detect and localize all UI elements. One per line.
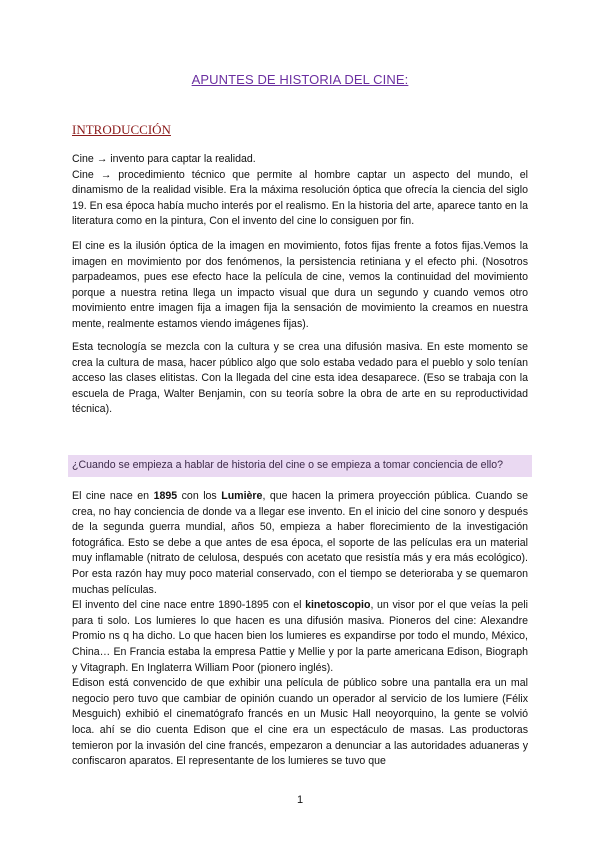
section-heading-introduccion: INTRODUCCIÓN <box>72 122 171 137</box>
lumiere-name: Lumière <box>221 490 263 502</box>
kinetoscopio-term: kinetoscopio <box>305 599 371 612</box>
history-paragraph-1: El cine nace en 1895 con los Lumière, que hacen la primera proyección pública. Cuando se crea, no hay conciencia de donde va a llegar ese invento. En el inicio del cine sonoro y después de la segunda guerra mundial, años 50, empieza a haber florecimiento de la investigación fotográfica. Esto se debe a que antes de esa época, el soporte de las películas era un material muy inflamable (nitrato de celulosa, después con acetato que resistía más y era más ecológico). Por esta razón hay muy poco material conservado, con el tiempo se deterioraba y se quemaron muchas películas. <box>72 490 528 596</box>
history-paragraph-3: Edison está convencido de que exhibir una película de público sobre una pantalla era un mal negocio pero tuvo que cambiar de opinión cuando un operador al servicio de los lumiere (Félix Mesguich) exhibió el cinematógrafo francés en un Music Hall neoyorquino, la gente se volvió loca. ahí se dio cuenta Edison que el cine era un espectáculo de masas. Las productoras temieron por la invasión del cine francés, empezaron a denunciar a las autoridades aduaneras y confiscaron aparatos. El representante de los lumieres se tuvo que <box>72 677 528 768</box>
definition-line-2: Cine → procedimiento técnico que permite al hombre captar un aspecto del mundo, el dinamismo de la realidad visible. Era la máxima resolución óptica que ofrecía la ciencia del siglo 19. En esa época había mucho interés por el realismo. En la historia del arte, aparece tanto en la literatura como en la pintura, Con el invento del cine lo consiguen por fin. <box>72 168 528 228</box>
page-number: 1 <box>296 794 304 806</box>
year-1895: 1895 <box>153 490 178 502</box>
document-title: APUNTES DE HISTORIA DEL CINE: <box>191 72 409 87</box>
paragraph-mass-culture: Esta tecnología se mezcla con la cultura y se crea una difusión masiva. En este momento se crea la cultura de masa, hacer público algo que solo estaba vedado para el pueblo y solo tenían acceso las clases elitistas. Con la llegada del cine esta idea desaparece. (Eso se trabaja con la escuela de Praga, Walter Benjamin, con su teoría sobre la obra de arte en su reproductividad técnica). <box>72 341 528 416</box>
paragraph-optical-illusion: El cine es la ilusión óptica de la imagen en movimiento, fotos fijas frente a fotos fijas.Vemos la imagen en movimiento por dos fenómenos, la persistencia retiniana y el efecto phi. (Nosotros parpadeamos, pues ese efecto hace la película de cine, vemos la continuidad del movimiento porque a nuestra retina llega un impacto visual que dura un segundo y cuando vemos otro movimiento entre imagen fija a imagen fija la sensación de movimiento la creamos en nuestra mente, realmente estamos viendo imágenes fijas). <box>72 240 528 330</box>
history-paragraph-2: El invento del cine nace entre 1890-1895 con el kinetoscopio, un visor por el que veías la peli para ti solo. Los lumieres lo que hacen es una difusión masiva. Pioneros del cine: Alexandre Promio ns q ha dicho. Lo que hacen bien los lumieres es expandirse por todo el mundo, México, China… En Francia estaba la empresa Pattie y Mellie y por la parte americana Edison, Biograph y Vitagraph. En Inglaterra William Poor (pionero inglés). <box>72 599 528 674</box>
definition-line-1: Cine → invento para captar la realidad. <box>72 153 256 165</box>
definition-block <box>72 152 528 230</box>
question-heading: ¿Cuando se empieza a hablar de historia del cine o se empieza a tomar conciencia de ello? <box>72 459 504 471</box>
history-block <box>72 489 528 770</box>
